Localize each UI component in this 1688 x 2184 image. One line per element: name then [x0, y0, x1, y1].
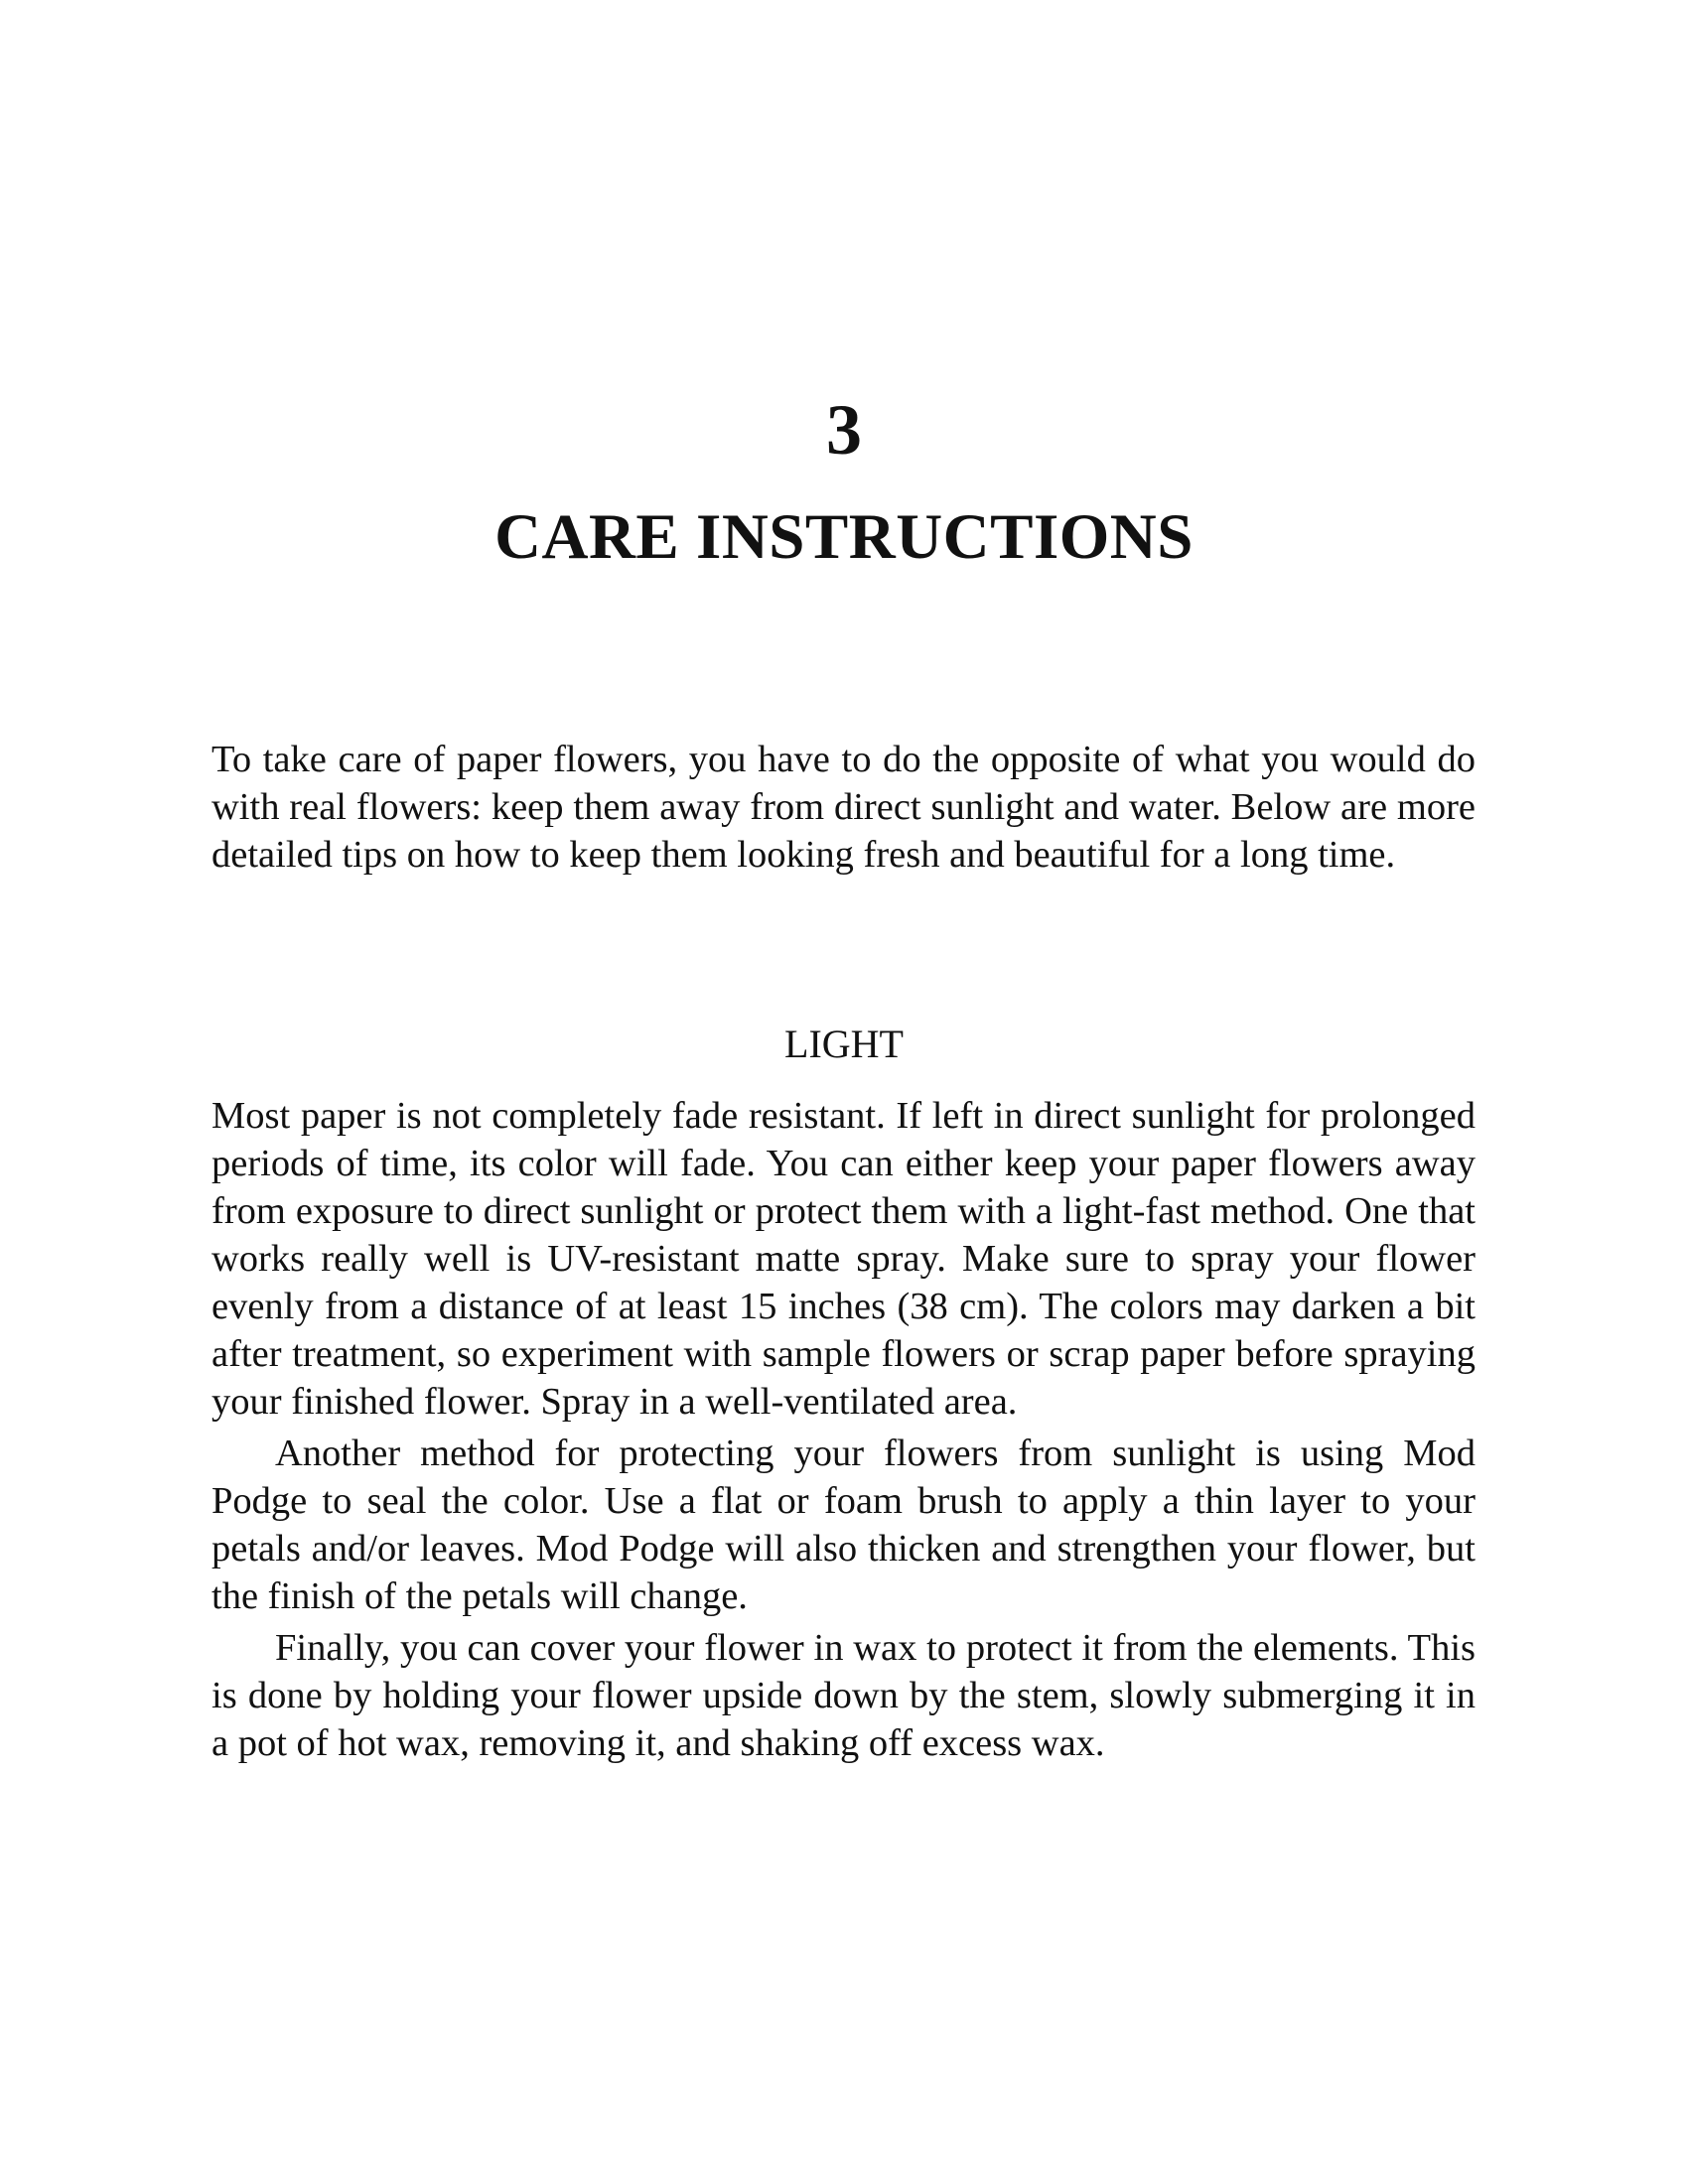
section-heading-light: LIGHT: [784, 1022, 904, 1066]
light-paragraph-2: Another method for protecting your flowers from sunlight is using Mod Podge to seal the color. Use a flat or foam brush to apply a thin layer to your petals and/or leaves. Mod Podge will also thicken and strengthen your flower, but the finish of the petals will change.: [211, 1433, 1476, 1617]
chapter-title: CARE INSTRUCTIONS: [494, 501, 1194, 573]
light-section-body: [211, 1092, 1476, 1771]
intro-paragraph: To take care of paper flowers, you have to do the opposite of what you would do with real flowers: keep them away from direct sunlight and water. Below are more detailed tips on how to keep them looking fresh and beautiful for a long time.: [211, 739, 1476, 876]
light-paragraph-3: Finally, you can cover your flower in wax to protect it from the elements. This is done by holding your flower upside down by the stem, slowly submerging it in a pot of hot wax, removing it, and shaking off excess wax.: [211, 1627, 1476, 1764]
chapter-number: 3: [826, 390, 862, 470]
light-paragraph-1: Most paper is not completely fade resistant. If left in direct sunlight for prolonged periods of time, its color will fade. You can either keep your paper flowers away from exposure to direct sunlight or protect them with a light-fast method. One that works really well is UV-resistant matte spray. Make sure to spray your flower evenly from a distance of at least 15 inches (38 cm). The colors may darken a bit after treatment, so experiment with sample flowers or scrap paper before spraying your finished flower. Spray in a well-ventilated area.: [211, 1095, 1476, 1423]
